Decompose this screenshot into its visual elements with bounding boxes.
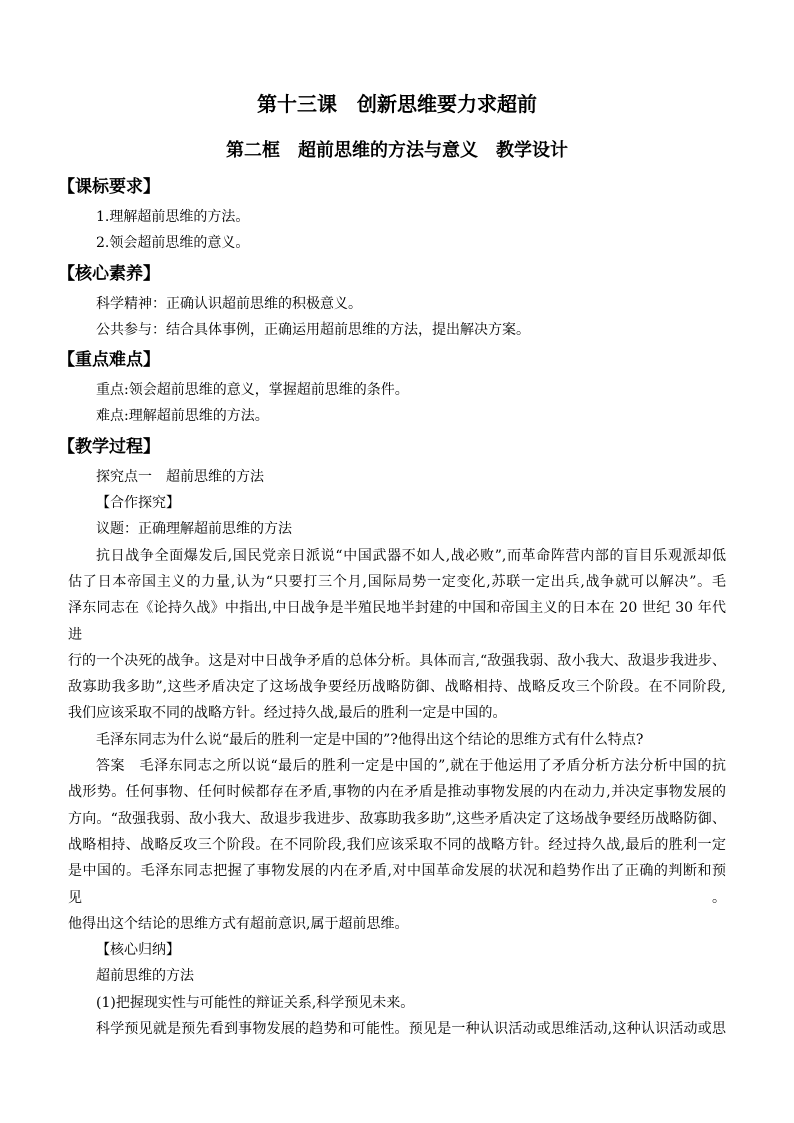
- keypoints-item: 重点:领会超前思维的意义，掌握超前思维的条件。: [96, 382, 409, 399]
- answer-line: 是中国的。毛泽东同志把握了事物发展的内在矛盾,对中国革命发展的状况和趋势作出了正确的判断和预见。: [68, 863, 726, 906]
- case-line: 抗日战争全面爆发后,国民党亲日派说“中国武器不如人,战必败”,而革命阵营内部的盲目乐观派却低: [96, 547, 726, 564]
- keypoints-item: 难点:理解超前思维的方法。: [96, 408, 269, 425]
- case-line: 我们应该采取不同的战略方针。经过持久战,最后的胜利一定是中国的。: [68, 705, 507, 722]
- section-heading-standards: 【课标要求】: [58, 177, 160, 197]
- case-line: 估了日本帝国主义的力量,认为“只要打三个月,国际局势一定变化,苏联一定出兵,战争就可以解决”。毛: [68, 573, 726, 590]
- summary-title: 超前思维的方法: [96, 968, 194, 985]
- case-line: 敌寡助我多助”,这些矛盾决定了这场战争要经历战略防御、战略相持、战略反攻三个阶段。在不同阶段,: [68, 679, 726, 696]
- lesson-subtitle: 第二框 超前思维的方法与意义 教学设计: [226, 140, 568, 161]
- cooperate-label: 【合作探究】: [96, 495, 180, 512]
- literacy-item: 科学精神：正确认识超前思维的积极意义。: [96, 295, 362, 312]
- section-heading-literacy: 【核心素养】: [58, 263, 160, 284]
- section-heading-process: 【教学过程】: [58, 436, 160, 457]
- answer-paragraph: [68, 753, 726, 937]
- answer-line: 战略相持、战略反攻三个阶段。在不同阶段,我们应该采取不同的战略方针。经过持久战,最后的胜利一定: [68, 836, 726, 853]
- answer-line: 他得出这个结论的思维方式有超前意识,属于超前思维。: [68, 915, 409, 932]
- section-heading-keypoints: 【重点难点】: [58, 350, 160, 371]
- case-line: 行的一个决死的战争。这是对中日战争矛盾的总体分析。具体而言,“敌强我弱、敌小我大、敌退步我进步、: [68, 652, 726, 669]
- answer-line: 战形势。任何事物、任何时候都存在矛盾,事物的内在矛盾是推动事物发展的内在动力,并决定事物发展的: [68, 784, 726, 801]
- standards-item: 2.领会超前思维的意义。: [96, 235, 250, 252]
- lesson-title: 第十三课 创新思维要力求超前: [257, 92, 537, 116]
- case-line: 泽东同志在《论持久战》中指出,中日战争是半殖民地半封建的中国和帝国主义的日本在 20 世纪 30 年代进: [68, 600, 726, 643]
- topic-line: 议题：正确理解超前思维的方法: [96, 521, 292, 538]
- method-item: (1)把握现实性与可能性的辩证关系,科学预见未来。: [96, 994, 415, 1011]
- standards-item: 1.理解超前思维的方法。: [96, 209, 250, 225]
- method-text: 科学预见就是预先看到事物发展的趋势和可能性。预见是一种认识活动或思维活动,这种认识活动或思: [96, 1021, 726, 1038]
- summary-label: 【核心归纳】: [96, 942, 180, 959]
- case-paragraph: [68, 543, 726, 727]
- answer-line: 答案 毛泽东同志之所以说“最后的胜利一定是中国的”,就在于他运用了矛盾分析方法分析中国的抗: [96, 758, 726, 775]
- explore-point-title: 探究点一 超前思维的方法: [96, 468, 264, 485]
- answer-line: 方向。“敌强我弱、敌小我大、敌退步我进步、敌寡助我多助”,这些矛盾决定了这场战争要经历战略防御、: [68, 810, 726, 827]
- literacy-item: 公共参与：结合具体事例，正确运用超前思维的方法，提出解决方案。: [96, 321, 530, 338]
- question-line: 毛泽东同志为什么说“最后的胜利一定是中国的”?他得出这个结论的思维方式有什么特点?: [96, 731, 644, 748]
